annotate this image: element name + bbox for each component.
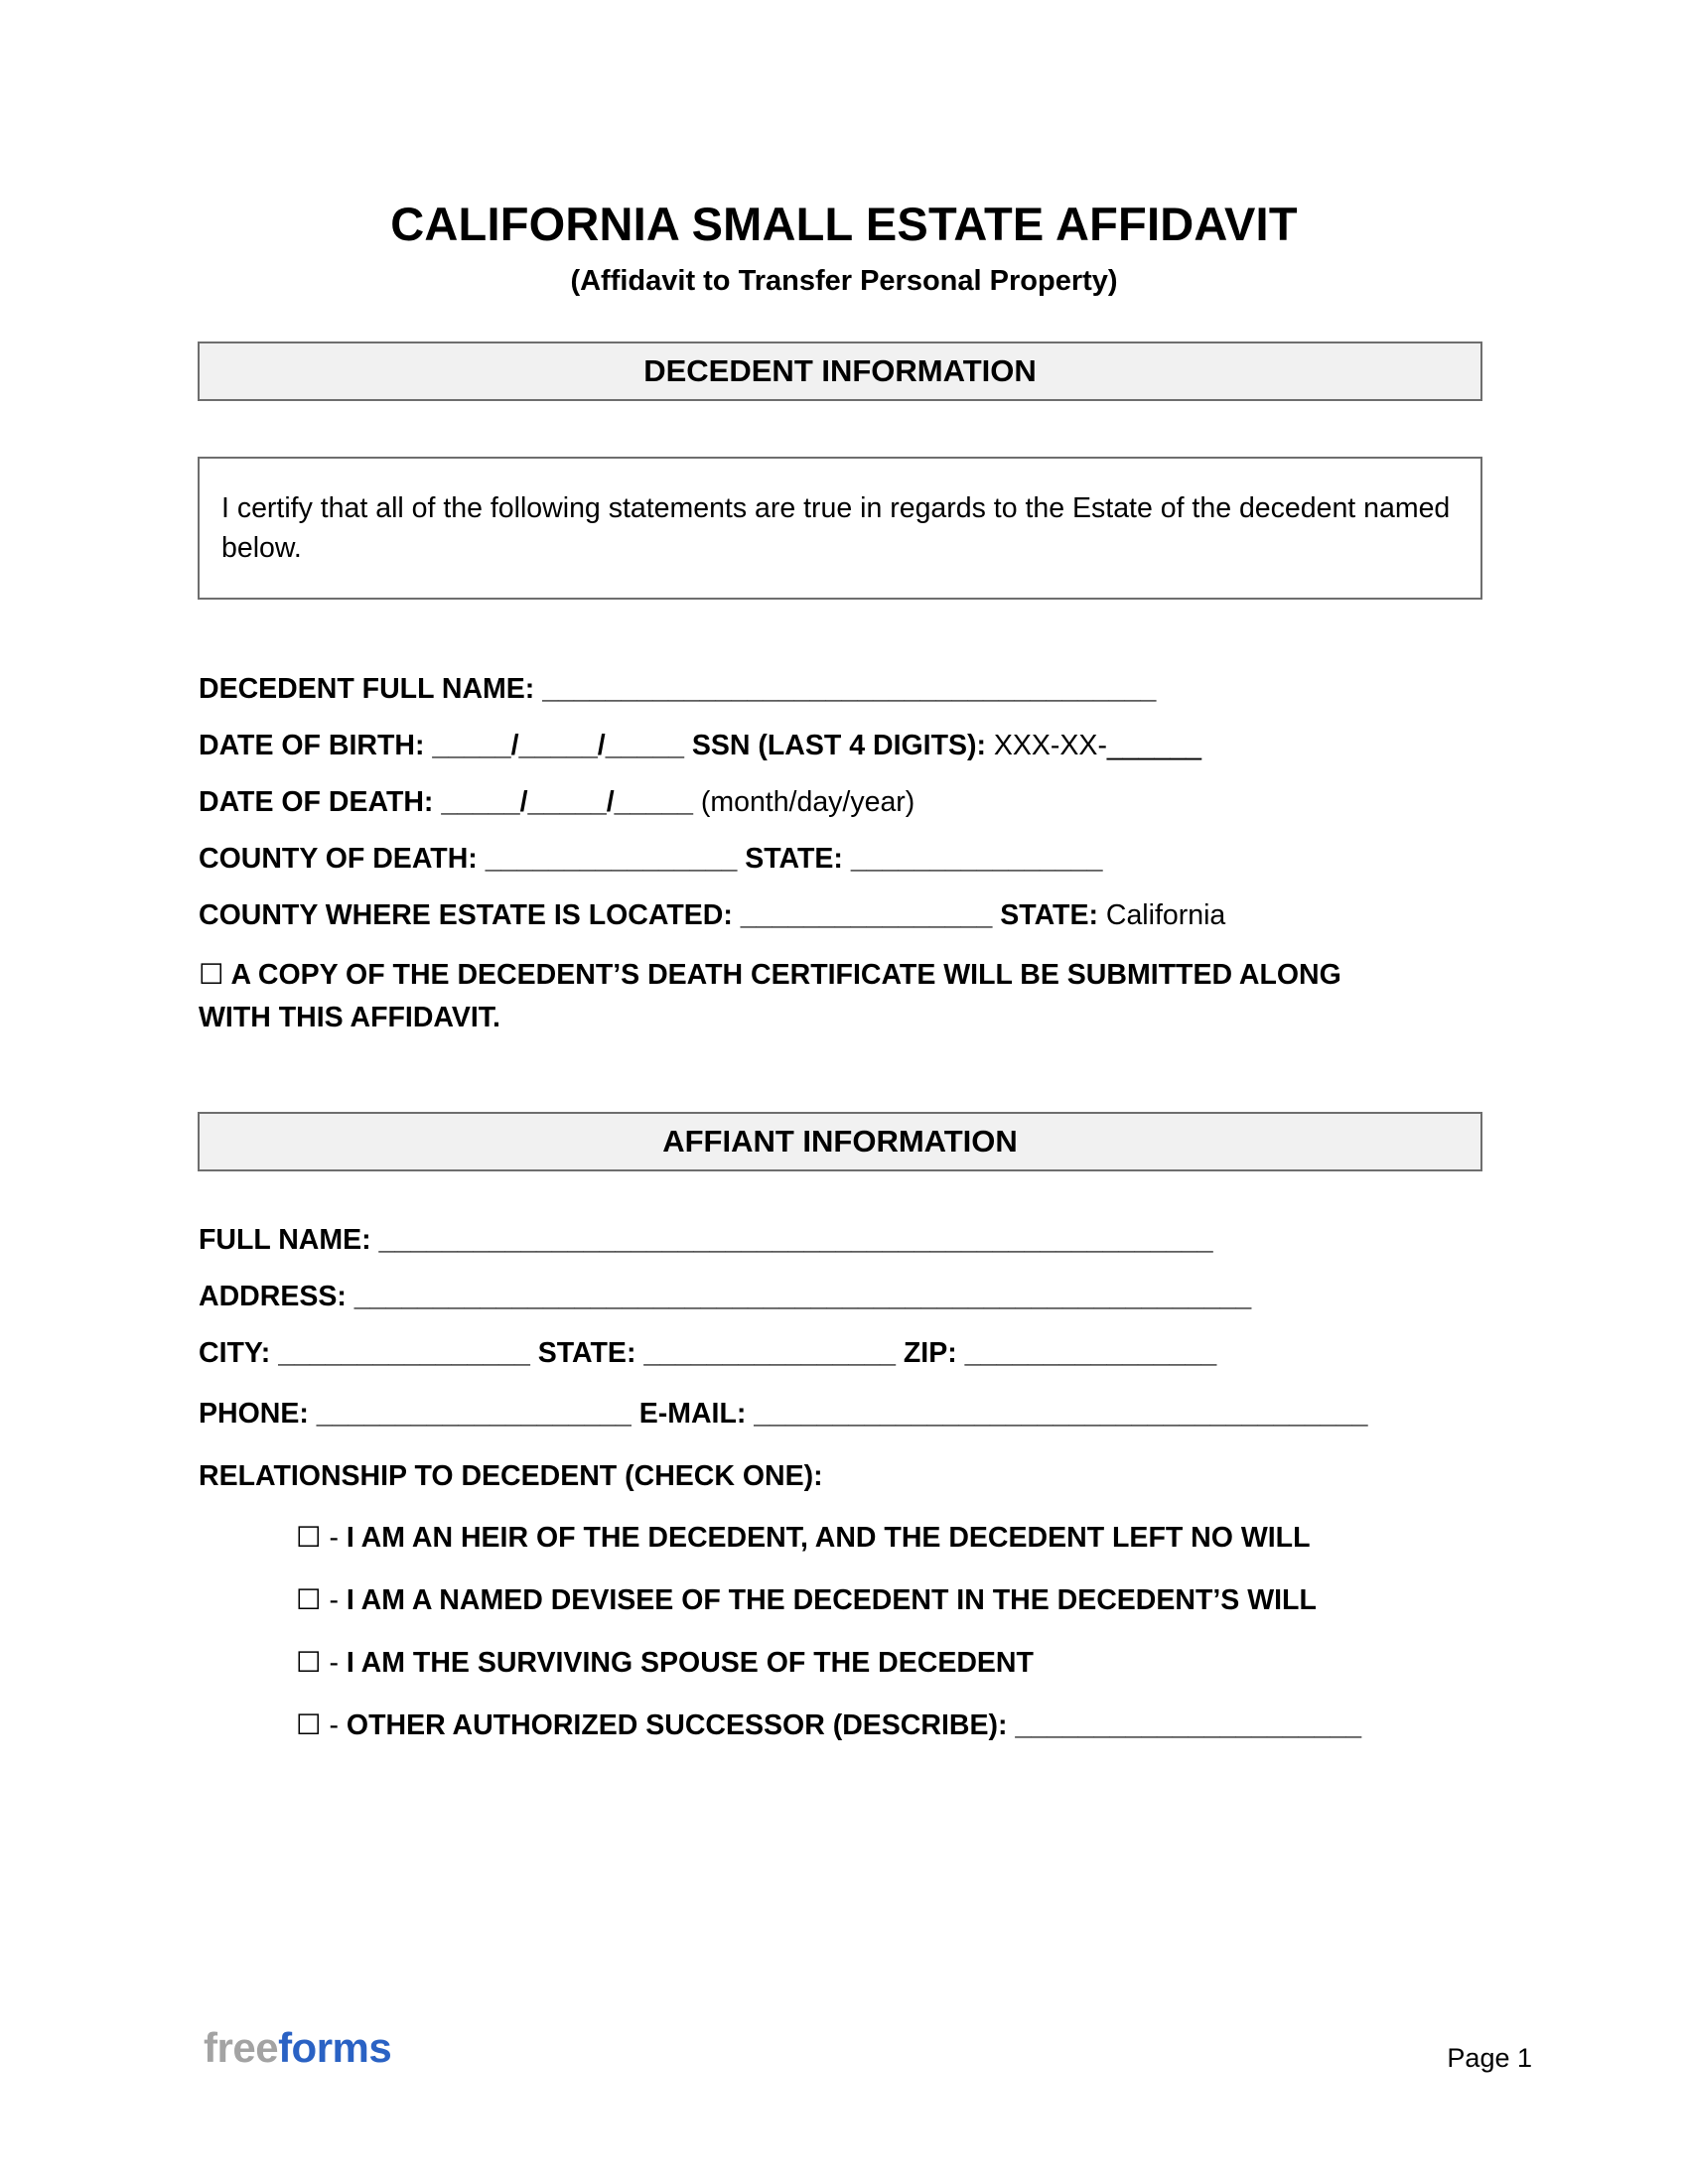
certification-notice: I certify that all of the following statements are true in regards to the Estate of the decedent named below. xyxy=(198,457,1482,600)
devisee-checkbox[interactable]: ☐ xyxy=(296,1584,322,1616)
option-text: I AM THE SURVIVING SPOUSE OF THE DECEDENT xyxy=(346,1647,1034,1679)
freeforms-logo xyxy=(204,2024,392,2071)
county-death-field[interactable]: ________________ xyxy=(485,843,738,875)
death-cert-checkbox[interactable]: ☐ xyxy=(199,959,224,991)
option-dash: - xyxy=(329,1584,339,1616)
page-number: Page 1 xyxy=(1447,2043,1532,2073)
decedent-name-label: DECEDENT FULL NAME: xyxy=(199,673,535,705)
ssn-label: SSN (LAST 4 DIGITS): xyxy=(691,730,986,761)
relationship-option xyxy=(296,1521,1310,1555)
city-state-zip-row xyxy=(199,1336,1216,1370)
decedent-name-row xyxy=(199,672,1156,706)
address-field[interactable]: _________________________________________________________ xyxy=(353,1281,1252,1312)
affiant-name-row xyxy=(199,1223,1213,1257)
other-successor-field[interactable]: ______________________ xyxy=(1015,1709,1362,1741)
email-field[interactable]: _______________________________________ xyxy=(754,1398,1368,1430)
phone-email-row xyxy=(199,1397,1367,1431)
zip-label: ZIP: xyxy=(903,1337,957,1369)
heir-checkbox[interactable]: ☐ xyxy=(296,1522,322,1554)
option-dash: - xyxy=(329,1647,339,1679)
option-dash: - xyxy=(329,1522,339,1554)
death-cert-text: A COPY OF THE DECEDENT’S DEATH CERTIFICATE WILL BE SUBMITTED ALONG xyxy=(230,959,1341,991)
county-death-label: COUNTY OF DEATH: xyxy=(199,843,478,875)
document-subtitle: (Affidavit to Transfer Personal Property) xyxy=(570,265,1118,297)
address-label: ADDRESS: xyxy=(199,1281,347,1312)
dob-label: DATE OF BIRTH: xyxy=(199,730,425,761)
spouse-checkbox[interactable]: ☐ xyxy=(296,1647,322,1679)
estate-state-label: STATE: xyxy=(1000,899,1098,931)
death-certificate-row xyxy=(199,958,1341,992)
phone-label: PHONE: xyxy=(199,1398,309,1430)
zip-field[interactable]: ________________ xyxy=(964,1337,1217,1369)
document-title: CALIFORNIA SMALL ESTATE AFFIDAVIT xyxy=(390,198,1298,250)
death-state-field[interactable]: ________________ xyxy=(850,843,1103,875)
city-field[interactable]: ________________ xyxy=(278,1337,530,1369)
dod-hint: (month/day/year) xyxy=(700,786,915,818)
dob-field[interactable]: _____/_____/_____ xyxy=(432,730,684,761)
option-text: I AM A NAMED DEVISEE OF THE DECEDENT IN THE DECEDENT’S WILL xyxy=(346,1584,1317,1616)
relationship-option xyxy=(296,1583,1317,1617)
death-state-label: STATE: xyxy=(745,843,843,875)
estate-state-value: California xyxy=(1105,899,1226,931)
relationship-option xyxy=(296,1708,1361,1742)
county-estate-row xyxy=(199,898,1225,932)
affiant-name-field[interactable]: _____________________________________________________ xyxy=(378,1224,1213,1256)
county-estate-label: COUNTY WHERE ESTATE IS LOCATED: xyxy=(199,899,733,931)
relationship-label: RELATIONSHIP TO DECEDENT (CHECK ONE): xyxy=(199,1460,823,1492)
dob-ssn-row xyxy=(199,729,1201,762)
option-text: I AM AN HEIR OF THE DECEDENT, AND THE DECEDENT LEFT NO WILL xyxy=(346,1522,1311,1554)
affiant-state-field[interactable]: ________________ xyxy=(643,1337,896,1369)
email-label: E-MAIL: xyxy=(638,1398,747,1430)
county-of-death-row xyxy=(199,842,1102,876)
phone-field[interactable]: ____________________ xyxy=(316,1398,632,1430)
dod-label: DATE OF DEATH: xyxy=(199,786,434,818)
relationship-option xyxy=(296,1646,1034,1680)
city-label: CITY: xyxy=(199,1337,271,1369)
option-dash: - xyxy=(329,1709,339,1741)
logo-forms-text: forms xyxy=(278,2024,392,2071)
affiant-section-header: AFFIANT INFORMATION xyxy=(198,1112,1482,1171)
ssn-field[interactable]: XXX-XX-______ xyxy=(993,730,1202,761)
logo-free-text: free xyxy=(204,2024,279,2071)
option-text: OTHER AUTHORIZED SUCCESSOR (DESCRIBE): xyxy=(346,1709,1008,1741)
dod-field[interactable]: _____/_____/_____ xyxy=(441,786,693,818)
affiant-state-label: STATE: xyxy=(537,1337,636,1369)
county-estate-field[interactable]: ________________ xyxy=(740,899,993,931)
decedent-name-field[interactable]: _______________________________________ xyxy=(542,673,1157,705)
dod-row xyxy=(199,785,914,819)
decedent-section-header: DECEDENT INFORMATION xyxy=(198,341,1482,401)
affiant-address-row xyxy=(199,1280,1251,1313)
death-certificate-row-2: WITH THIS AFFIDAVIT. xyxy=(199,1002,500,1033)
other-successor-checkbox[interactable]: ☐ xyxy=(296,1709,322,1741)
affiant-name-label: FULL NAME: xyxy=(199,1224,371,1256)
